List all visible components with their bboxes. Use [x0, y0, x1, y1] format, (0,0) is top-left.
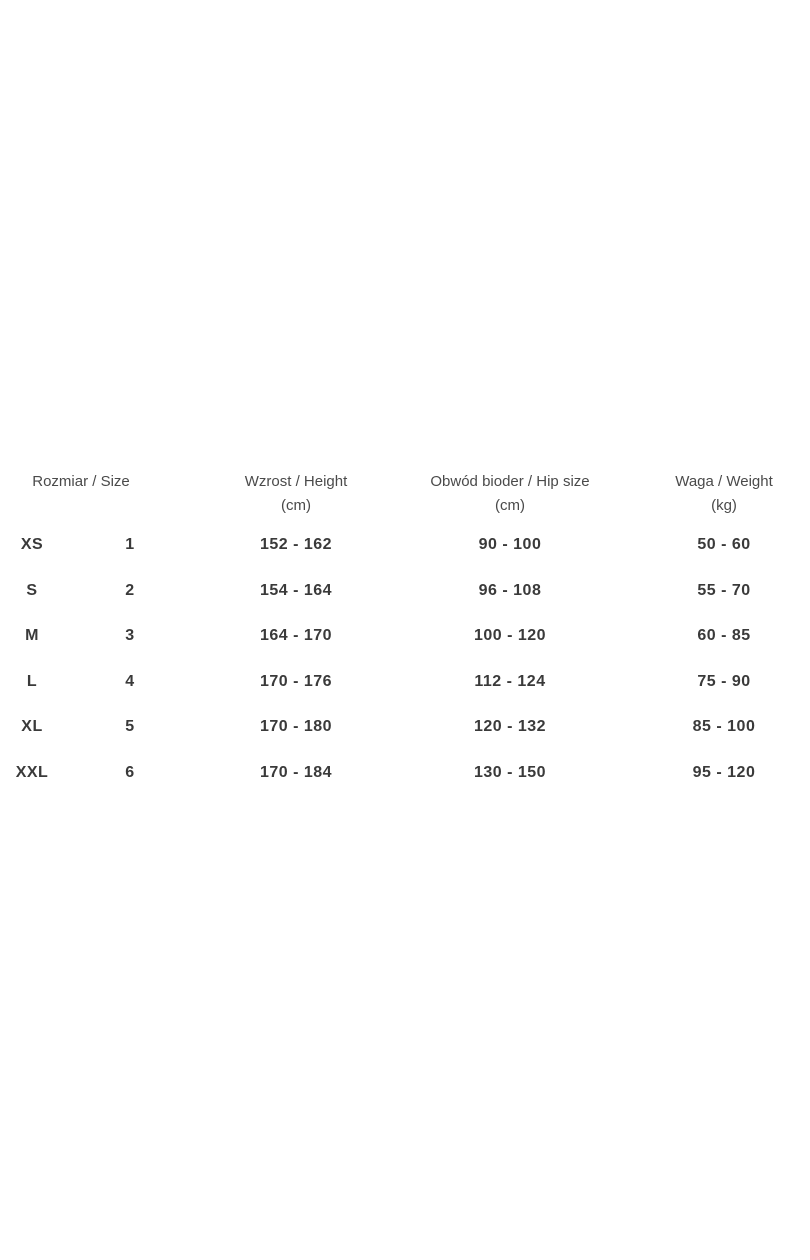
- header-weight-unit: (kg): [711, 497, 737, 514]
- weight-range: 55 - 70: [697, 581, 751, 599]
- table-row: [0, 621, 810, 667]
- weight-range: 95 - 120: [692, 763, 756, 781]
- height-range: 170 - 184: [259, 763, 333, 781]
- hip-range: 96 - 108: [478, 581, 542, 599]
- header-size: [0, 470, 162, 494]
- size-number: 1: [125, 536, 135, 553]
- table-body: [0, 530, 810, 804]
- height-range: 170 - 176: [259, 672, 333, 690]
- size-number: 5: [125, 718, 135, 736]
- header-size-label: Rozmiar / Size: [32, 473, 130, 490]
- height-range: 164 - 170: [259, 627, 333, 645]
- size-letter: XXL: [15, 763, 49, 781]
- table-row: [0, 530, 810, 576]
- size-letter: S: [26, 581, 38, 599]
- table-row: [0, 667, 810, 713]
- table-row: [0, 576, 810, 622]
- weight-range: 75 - 90: [697, 672, 751, 690]
- table-header-row: [0, 470, 810, 530]
- size-number: 3: [125, 627, 135, 645]
- height-range: 170 - 180: [259, 718, 333, 736]
- size-letter: XL: [21, 718, 43, 736]
- size-letter: XS: [20, 536, 44, 553]
- hip-range: 120 - 132: [473, 718, 547, 736]
- header-height: [216, 470, 376, 518]
- hip-range: 130 - 150: [473, 763, 547, 781]
- hip-range: 112 - 124: [474, 672, 546, 690]
- height-range: 152 - 162: [259, 536, 333, 553]
- header-height-unit: (cm): [281, 497, 311, 514]
- size-number: 6: [125, 763, 135, 781]
- header-hip: [400, 470, 620, 518]
- header-height-label: Wzrost / Height: [244, 473, 348, 490]
- header-hip-unit: (cm): [495, 497, 525, 514]
- table-row: [0, 712, 810, 758]
- weight-range: 60 - 85: [697, 627, 751, 645]
- size-letter: M: [25, 627, 39, 645]
- header-weight-label: Waga / Weight: [675, 473, 773, 490]
- size-number: 4: [125, 672, 135, 690]
- hip-range: 100 - 120: [473, 627, 547, 645]
- weight-range: 85 - 100: [692, 718, 756, 736]
- size-number: 2: [125, 581, 135, 599]
- size-letter: L: [26, 672, 38, 690]
- table-row: [0, 758, 810, 804]
- size-chart-table: [0, 470, 810, 804]
- height-range: 154 - 164: [259, 581, 333, 599]
- header-hip-label: Obwód bioder / Hip size: [430, 473, 590, 490]
- header-weight: [644, 470, 804, 518]
- hip-range: 90 - 100: [478, 536, 542, 553]
- weight-range: 50 - 60: [697, 536, 751, 553]
